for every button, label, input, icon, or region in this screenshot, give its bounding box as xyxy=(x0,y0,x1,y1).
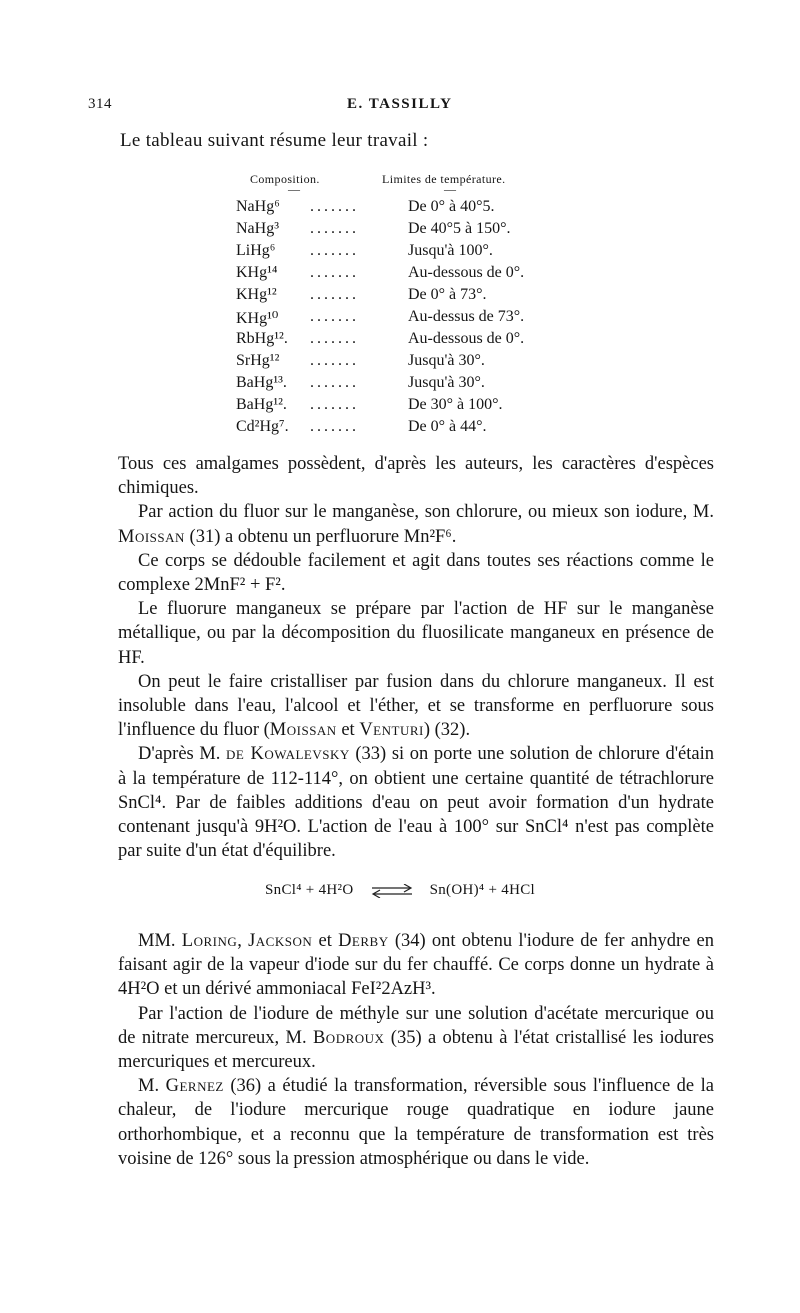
text-run: , xyxy=(237,931,249,951)
column-header-composition: Composition. xyxy=(250,172,320,186)
composition-cell: KHg¹⁴ xyxy=(236,264,278,281)
author-name: Derby xyxy=(338,931,389,951)
page-number: 314 xyxy=(88,96,112,112)
composition-cell: KHg¹² xyxy=(236,286,277,303)
text-run: D'après M. xyxy=(138,744,227,765)
author-name: Jackson xyxy=(248,931,313,951)
leader-dots: ....... xyxy=(310,242,359,259)
body-text-upper xyxy=(118,452,714,863)
leader-dots: ....... xyxy=(310,198,359,215)
table-row xyxy=(0,242,800,264)
composition-cell: RbHg¹². xyxy=(236,330,288,347)
composition-cell: BaHg¹³. xyxy=(236,374,287,391)
temperature-cell: De 40°5 à 150°. xyxy=(408,220,511,237)
paragraph xyxy=(118,742,714,863)
leader-dots: ....... xyxy=(310,330,359,347)
composition-cell: Cd²Hg⁷. xyxy=(236,418,289,435)
leader-dots: ....... xyxy=(310,286,359,303)
leader-dots: ....... xyxy=(310,352,359,369)
temperature-cell: De 30° à 100°. xyxy=(408,396,503,413)
leader-dots: ....... xyxy=(310,396,359,413)
text-run: (31) a obtenu un perfluorure Mn²F⁶. xyxy=(184,526,457,547)
text-run: (36) a étudié la transformation, réversible sous l'influence de la chaleur, de l'iodure mercurique rouge quadratique en iodure jaune orthorhombique, et a reconnu que la température de transformation est très voisine de 126° sous la pression atmosphérique ou dans le vide. xyxy=(118,1076,714,1169)
paragraph xyxy=(118,929,714,1002)
author-name: Moissan xyxy=(118,526,185,547)
author-name: de Kowalevsky xyxy=(226,744,350,765)
table-row xyxy=(0,286,800,308)
text-run: Par l'action de l'iodure de méthyle sur une solution d'acétate mercurique ou de nitrate mercureux, M. xyxy=(118,1003,714,1048)
composition-cell: LiHg⁶ xyxy=(236,242,276,259)
leader-dots: ....... xyxy=(310,264,359,281)
text-run: (34) ont obtenu l'iodure de fer anhydre en faisant agir de la vapeur d'iode sur du fer chauffé. Ce corps donne un hydrate à 4H²O et un dérivé ammoniacal FeI²2AzH³. xyxy=(118,931,715,1000)
column-header-temperature: Limites de température. xyxy=(382,172,506,186)
equation-left: SnCl⁴ + 4H²O xyxy=(265,882,354,898)
temperature-cell: Jusqu'à 100°. xyxy=(408,242,493,259)
table-row xyxy=(0,220,800,242)
temperature-cell: Jusqu'à 30°. xyxy=(408,374,485,391)
table-row xyxy=(0,198,800,220)
paragraph: Ce corps se dédouble facilement et agit dans toutes ses réactions comme le complexe 2MnF² + F². xyxy=(118,550,714,596)
temperature-cell: Au-dessus de 73°. xyxy=(408,308,525,325)
composition-cell: NaHg³ xyxy=(236,220,280,237)
composition-cell: NaHg⁶ xyxy=(236,198,280,215)
equation-right: Sn(OH)⁴ + 4HCl xyxy=(429,882,535,898)
author-name: Bodroux xyxy=(312,1027,385,1048)
paragraph: Le fluorure manganeux se prépare par l'action de HF sur le manganèse métallique, ou par la décomposition du fluosilicate manganeux en présence de HF. xyxy=(118,599,714,668)
text-run: Par action du fluor sur le manganèse, son chlorure, ou mieux son iodure, M. xyxy=(138,502,714,523)
intro-line: Le tableau suivant résume leur travail : xyxy=(120,130,429,151)
leader-dots: ....... xyxy=(310,220,359,237)
paragraph xyxy=(118,1074,714,1171)
temperature-cell: De 0° à 40°5. xyxy=(408,198,495,215)
composition-cell: KHg¹⁰ xyxy=(236,310,279,327)
text-run: et xyxy=(312,931,339,951)
leader-dots: ....... xyxy=(310,308,359,325)
body-text-lower xyxy=(118,929,714,1171)
text-run: MM. xyxy=(138,931,182,951)
author-name: Gernez xyxy=(165,1076,224,1097)
running-head-title: E. TASSILLY xyxy=(347,96,453,112)
text-run: On peut le faire cristalliser par fusion dans du chlorure manganeux. Il est insoluble dans l'eau, l'alcool et l'éther, et se transforme en perfluorure sous l'influence du fluor ( xyxy=(118,671,714,741)
leader-dots: ....... xyxy=(310,374,359,391)
paragraph xyxy=(118,1002,714,1075)
temperature-cell: De 0° à 73°. xyxy=(408,286,487,303)
table-row xyxy=(0,352,800,374)
paragraph xyxy=(118,500,714,548)
running-header xyxy=(88,96,708,118)
table-row xyxy=(0,264,800,286)
author-name: Loring xyxy=(181,931,238,951)
text-run: ) (32). xyxy=(423,720,471,741)
column-dash-composition: — xyxy=(288,182,300,196)
temperature-cell: De 0° à 44°. xyxy=(408,418,487,435)
table-row xyxy=(0,374,800,396)
text-run: (33) si on porte une solution de chlorure d'étain à la température de 112-114°, on obtient une certaine quantité de tétrachlorure SnCl⁴. Par de faibles additions d'eau on peut avoir formation d'un hydrate contenant jusqu'à 9H²O. L'action de l'eau à 100° sur SnCl⁴ n'est pas complète par suite d'un état d'équilibre. xyxy=(118,744,714,862)
author-name: Moissan xyxy=(269,720,337,741)
temperature-cell: Jusqu'à 30°. xyxy=(408,352,485,369)
text-run: et xyxy=(336,720,360,741)
leader-dots: ....... xyxy=(310,418,359,435)
table-row xyxy=(0,396,800,418)
text-run: M. xyxy=(138,1076,166,1097)
temperature-cell: Au-dessous de 0°. xyxy=(408,264,525,281)
author-name: Venturi xyxy=(359,720,424,741)
equilibrium-arrows-icon xyxy=(370,884,414,898)
composition-cell: SrHg¹² xyxy=(236,352,280,369)
chemical-equation xyxy=(0,882,800,899)
paragraph xyxy=(118,670,714,743)
table-row xyxy=(0,330,800,352)
composition-cell: BaHg¹². xyxy=(236,396,287,413)
column-dash-temperature: — xyxy=(444,182,456,196)
table-row xyxy=(0,418,800,440)
text-run: (35) a obtenu à l'état cristallisé les iodures mercuriques et mercureux. xyxy=(118,1027,714,1073)
table-row xyxy=(0,308,800,330)
temperature-cell: Au-dessous de 0°. xyxy=(408,330,525,347)
paragraph: Tous ces amalgames possèdent, d'après les auteurs, les caractères d'espèces chimiques. xyxy=(118,454,714,499)
